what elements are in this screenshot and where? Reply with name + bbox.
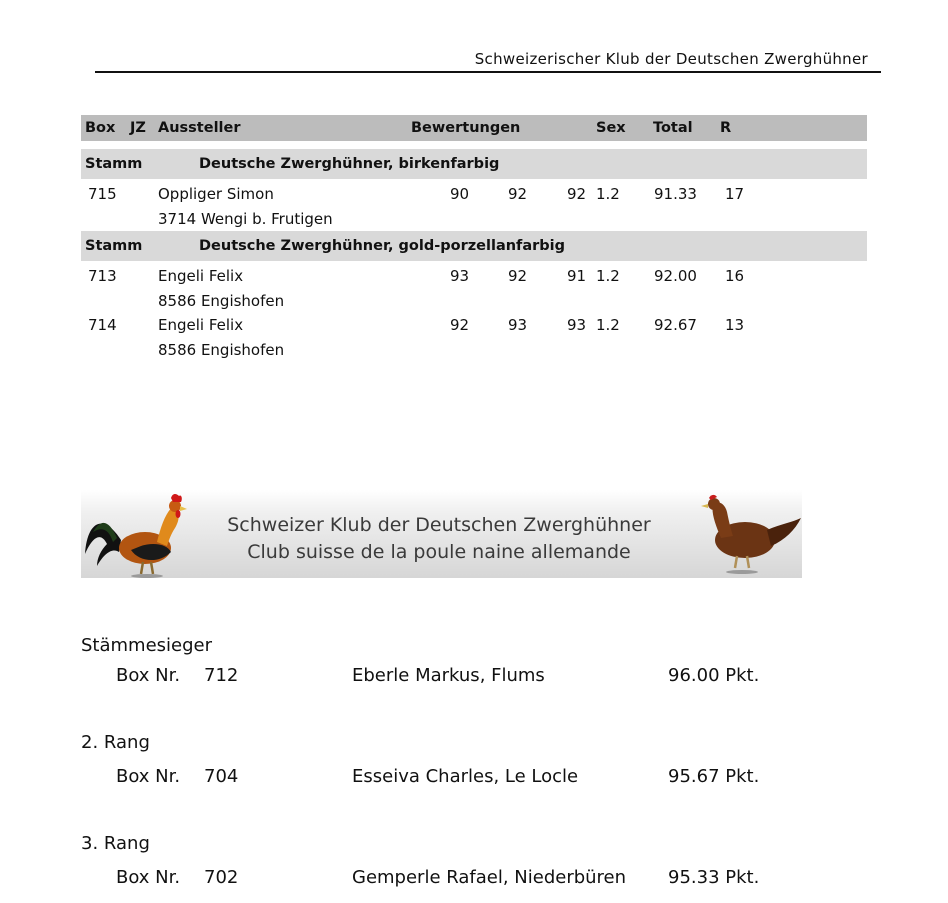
cell-score-1: 93: [450, 267, 470, 285]
table-header-row: [81, 115, 867, 141]
hen-icon: [697, 494, 801, 576]
col-bewertungen: Bewertungen: [411, 120, 521, 136]
cell-score-3: 92: [567, 185, 587, 203]
col-total: Total: [653, 120, 693, 136]
result-name: Gemperle Rafael, Niederbüren: [352, 867, 627, 888]
table-row-place: [81, 206, 867, 231]
cell-score-2: 93: [508, 316, 528, 334]
cell-box: 714: [88, 316, 117, 334]
cell-box: 713: [88, 267, 117, 285]
club-banner: [81, 490, 802, 578]
group-header: [81, 231, 867, 261]
result-box: 704: [204, 766, 239, 787]
group-breed: Deutsche Zwerghühner, gold-porzellanfarbig: [199, 238, 566, 254]
result-label: 3. Rang: [81, 833, 150, 854]
cell-score-1: 92: [450, 316, 470, 334]
cell-total: 91.33: [654, 185, 697, 203]
result-label: Stämmesieger: [81, 635, 213, 656]
cell-score-3: 91: [567, 267, 587, 285]
cell-box: 715: [88, 185, 117, 203]
table-row: [81, 313, 867, 337]
page-header-title: Schweizerischer Klub der Deutschen Zwerghühner: [474, 50, 868, 68]
cell-name: Engeli Felix: [158, 316, 244, 334]
cell-sex: 1.2: [596, 316, 620, 334]
banner-title-de: Schweizer Klub der Deutschen Zwerghühner: [227, 514, 651, 536]
col-aussteller: Aussteller: [158, 120, 241, 136]
cell-score-1: 90: [450, 185, 470, 203]
cell-place: 8586 Engishofen: [158, 340, 285, 359]
cell-rank: 17: [725, 185, 745, 203]
result-box: 712: [204, 665, 239, 686]
cell-score-3: 93: [567, 316, 587, 334]
result-points: 95.33 Pkt.: [668, 867, 760, 888]
table-row: [81, 264, 867, 288]
result-points: 95.67 Pkt.: [668, 766, 760, 787]
result-prefix: Box Nr.: [116, 665, 181, 686]
banner-title-fr: Club suisse de la poule naine allemande: [247, 541, 631, 563]
cell-total: 92.67: [654, 316, 697, 334]
cell-sex: 1.2: [596, 185, 620, 203]
group-type: Stamm: [85, 156, 143, 172]
result-label: 2. Rang: [81, 732, 150, 753]
header-rule: [95, 71, 881, 73]
cell-place: 3714 Wengi b. Frutigen: [158, 209, 333, 228]
cell-rank: 13: [725, 316, 745, 334]
rooster-icon: [83, 492, 187, 578]
result-name: Eberle Markus, Flums: [352, 665, 545, 686]
cell-score-2: 92: [508, 185, 528, 203]
result-points: 96.00 Pkt.: [668, 665, 760, 686]
table-row-place: [81, 337, 867, 362]
cell-name: Engeli Felix: [158, 267, 244, 285]
cell-name: Oppliger Simon: [158, 185, 274, 203]
table-row-place: [81, 288, 867, 313]
col-sex: Sex: [596, 120, 626, 136]
cell-place: 8586 Engishofen: [158, 291, 285, 310]
results-table: [81, 115, 867, 362]
col-r: R: [720, 120, 732, 136]
result-prefix: Box Nr.: [116, 867, 181, 888]
col-jz: JZ: [130, 120, 146, 136]
col-box: Box: [85, 120, 116, 136]
group-type: Stamm: [85, 238, 143, 254]
result-prefix: Box Nr.: [116, 766, 181, 787]
result-name: Esseiva Charles, Le Locle: [352, 766, 579, 787]
group-breed: Deutsche Zwerghühner, birkenfarbig: [199, 156, 500, 172]
cell-rank: 16: [725, 267, 745, 285]
cell-sex: 1.2: [596, 267, 620, 285]
cell-total: 92.00: [654, 267, 697, 285]
cell-score-2: 92: [508, 267, 528, 285]
group-header: [81, 149, 867, 179]
result-box: 702: [204, 867, 239, 888]
table-row: [81, 182, 867, 206]
